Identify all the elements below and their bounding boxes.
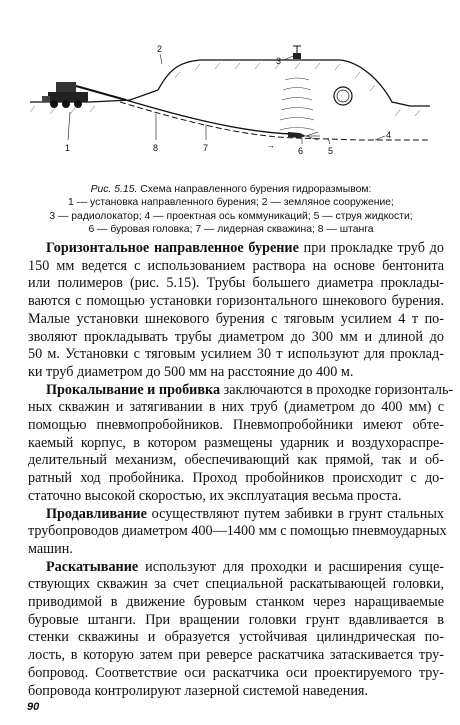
paragraph-piercing	[28, 381, 454, 506]
text-line: 50 м. Установки с тяговым усилием 30 т используют для проклад-	[28, 346, 444, 363]
project-axis	[120, 102, 430, 140]
text-line: ратный ход пробойника. Проход пробойников происходит с до-	[28, 470, 444, 487]
term: Продавливание	[46, 505, 147, 522]
body-text	[28, 240, 454, 700]
text-line: делительный механизм, обеспечивающий как прямой, так и об-	[28, 452, 444, 469]
term: Горизонтальное направленное бурение	[46, 240, 299, 256]
text-line: ки труб диаметром до 500 мм на расстояние до 400 м.	[28, 363, 354, 380]
caption-line-4: 6 — буровая головка; 7 — лидерная скважина; 8 — штанга	[88, 223, 374, 235]
drilling-rig	[42, 82, 126, 108]
caption-number: Рис. 5.15.	[90, 184, 138, 195]
radiolocator	[293, 46, 301, 59]
text-line: или полимеров (рис. 5.15). Трубы большего диаметра проклады-	[28, 275, 444, 292]
text-line: лость, в которую затем при реверсе раскатчика затаскивается тру-	[28, 647, 444, 664]
text-line: зволяют прокладывать трубы диаметром до 300 мм и длиной до	[28, 328, 444, 345]
caption-line-2: 1 — установка направленного бурения; 2 — земляное сооружение;	[68, 197, 394, 209]
text-line: стенки скважины и образуется устойчивая цилиндрическая по-	[28, 629, 444, 646]
label-2: 2	[157, 44, 163, 54]
figure-caption	[22, 183, 440, 236]
label-4: 4	[386, 130, 392, 140]
text-line: помощью пневмопробойников. Пневмопробойники имеют обте-	[28, 417, 444, 434]
drill-head	[288, 132, 306, 138]
label-8: 8	[153, 143, 159, 153]
text-line: Малые установки шнекового бурения с тяговым усилием 4 т по-	[28, 310, 444, 327]
ground-hatch	[30, 106, 420, 116]
label-6: 6	[298, 146, 304, 156]
text-line: ных скважин и затягивании в них труб (диаметром до 400 мм) с	[28, 399, 444, 416]
text-line: трубопроводов диаметром 400—1400 мм с помощью пневмоударных	[28, 523, 447, 540]
figure-drilling-scheme	[30, 40, 430, 180]
term: Раскатывание	[46, 558, 139, 575]
text-line: ствующих скважин за счет специальной раскатывающей головки,	[28, 576, 444, 593]
text-line: осуществляют путем забивки в грунт стальных	[146, 505, 444, 522]
text-line: используют для проходки и расширения суще-	[138, 558, 444, 575]
paragraph-horizontal-drilling	[28, 240, 444, 382]
term: Прокалывание и пробивка	[46, 381, 221, 398]
earth-embankment	[158, 60, 430, 106]
caption-title: Схема направленного бурения гидроразмывом:	[140, 184, 372, 195]
label-3: 3	[276, 56, 282, 66]
flow-arrow: →	[266, 140, 275, 150]
radio-waves	[280, 78, 314, 130]
text-line: машин.	[28, 540, 73, 557]
text-line: буровые штанги. При вращении головки грунт вдавливается в	[28, 611, 444, 628]
text-line: бопровод. Соответствие оси раскатчика оси проектируемого тру-	[28, 664, 444, 681]
text-line: заключаются в проходке горизонталь-	[220, 381, 454, 398]
label-1: 1	[65, 143, 71, 153]
text-line: при прокладке труб до	[298, 240, 444, 256]
drilling-scheme-diagram	[30, 40, 430, 180]
paragraph-pushing	[28, 505, 447, 559]
label-7: 7	[203, 143, 209, 153]
text-line: статочно высокой скоростью, их эксплуатация весьма проста.	[28, 487, 402, 504]
text-line: 150 мм ведется с использованием раствора на основе бентонита	[28, 257, 444, 274]
paragraph-rolling	[28, 559, 444, 701]
caption-line-1	[22, 183, 440, 196]
text-line: ваются с помощью установки горизонтального шнекового бурения.	[28, 293, 444, 310]
text-line: каемый корпус, в котором размещены ударник и воздухораспре-	[28, 434, 444, 451]
label-5: 5	[328, 146, 334, 156]
text-line: приводимой в движение буровым станком через наращиваемые	[28, 594, 444, 611]
page-number: 90	[27, 701, 40, 713]
drill-rod	[126, 100, 292, 134]
caption-line-3: 3 — радиолокатор; 4 — проектная ось коммуникаций; 5 — струя жидкости;	[49, 210, 413, 222]
text-line: бопровода контролируют лазерной системой наведения.	[28, 682, 368, 699]
